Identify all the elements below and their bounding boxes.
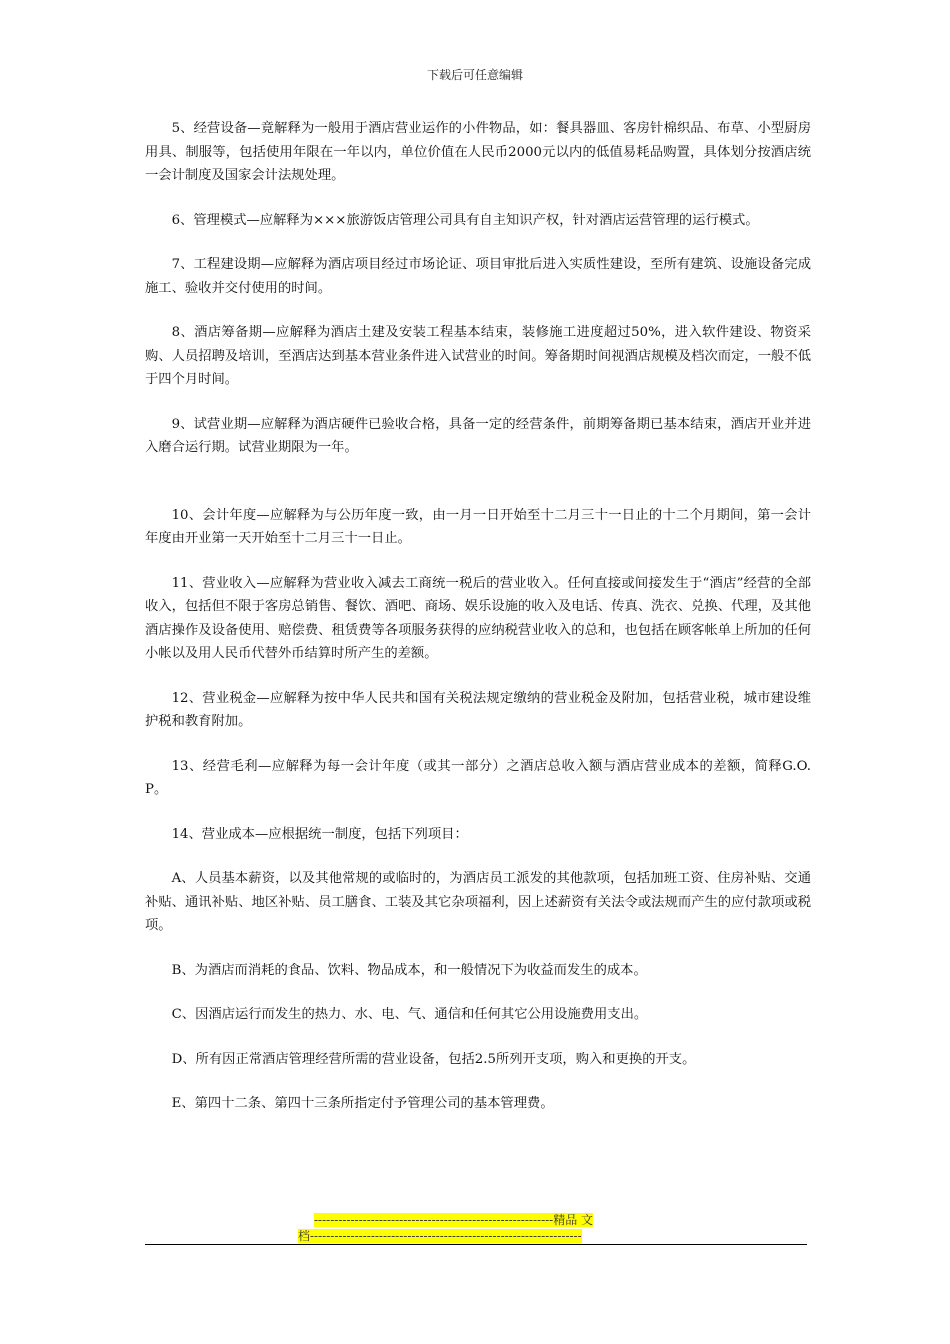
paragraph-14: 14、营业成本—应根据统一制度，包括下列项目： xyxy=(171,826,468,842)
paragraph-12: 12、营业税金—应解释为按中华人民共和国有关税法规定缴纳的营业税金及附加，包括营业税，城市建设维护税和教育附加。 xyxy=(145,690,811,729)
paragraph-11: 11、营业收入—应解释为营业收入减去工商统一税后的营业收入。任何直接或间接发生于“酒店”经营的全部收入，包括但不限于客房总销售、餐饮、酒吧、商场、娱乐设施的收入及电话、传真、洗衣、兑换、代理，及其他酒店操作及设备使用、赔偿费、租赁费等各项服务获得的应纳税营业收入的总和，也包括在顾客帐单上所加的任何小帐以及用人民币代替外币结算时所产生的差额。 xyxy=(145,575,811,661)
footer-divider xyxy=(145,1244,807,1245)
paragraph-14-e: E、第四十二条、第四十三条所指定付予管理公司的基本管理费。 xyxy=(171,1096,554,1111)
paragraph-14-b: B、为酒店而消耗的食品、饮料、物品成本，和一般情况下为收益而发生的成本。 xyxy=(171,962,647,978)
paragraph-7: 7、工程建设期—应解释为酒店项目经过市场论证、项目审批后进入实质性建设，至所有建筑、设施设备完成施工、验收并交付使用的时间。 xyxy=(145,257,811,296)
paragraph-13: 13、经营毛利—应解释为每一会计年度（或其一部分）之酒店总收入额与酒店营业成本的差额，简释G.O.P。 xyxy=(145,758,811,797)
paragraph-14-d: D、所有因正常酒店管理经营所需的营业设备，包括2.5所列开支项，购入和更换的开支。 xyxy=(171,1051,696,1067)
paragraph-14-c: C、因酒店运行而发生的热力、水、电、气、通信和任何其它公用设施费用支出。 xyxy=(171,1007,648,1022)
footer-line-1: -----------------------------------------------------------精品 文 xyxy=(314,1213,594,1227)
paragraph-5: 5、经营设备—竟解释为一般用于酒店营业运作的小件物品，如：餐具器皿、客房针棉织品、布草、小型厨房用具、制服等，包括使用年限在一年以内，单位价值在人民币2000元以内的低值易耗品购置，具体划分按酒店统一会计制度及国家会计法规处理。 xyxy=(145,121,811,183)
paragraph-14-a: A、人员基本薪资，以及其他常规的或临时的，为酒店员工派发的其他款项，包括加班工资、住房补贴、交通补贴、通讯补贴、地区补贴、员工膳食、工装及其它杂项福利，因上述薪资有关法令或法规而产生的应付款项或税项。 xyxy=(145,871,811,933)
page-footer xyxy=(298,1212,650,1244)
paragraph-9: 9、试营业期—应解释为酒店硬件已验收合格，具备一定的经营条件，前期筹备期已基本结束，酒店开业并进入磨合运行期。试营业期限为一年。 xyxy=(145,416,811,455)
document-body xyxy=(145,117,811,1116)
paragraph-8: 8、酒店筹备期—应解释为酒店土建及安装工程基本结束，装修施工进度超过50%，进入软件建设、物资采购、人员招聘及培训，至酒店达到基本营业条件进入试营业的时间。筹备期时间视酒店规模及档次而定，一般不低于四个月时间。 xyxy=(145,325,811,387)
paragraph-10: 10、会计年度—应解释为与公历年度一致，由一月一日开始至十二月三十一日止的十二个月期间，第一会计年度由开业第一天开始至十二月三十一日止。 xyxy=(145,507,811,546)
paragraph-6: 6、管理模式—应解释为×××旅游饭店管理公司具有自主知识产权，针对酒店运营管理的运行模式。 xyxy=(171,212,759,228)
footer-line-2: 档------------------------------------------------------------------- xyxy=(298,1229,582,1243)
page-header: 下载后可任意编辑 xyxy=(426,68,523,82)
